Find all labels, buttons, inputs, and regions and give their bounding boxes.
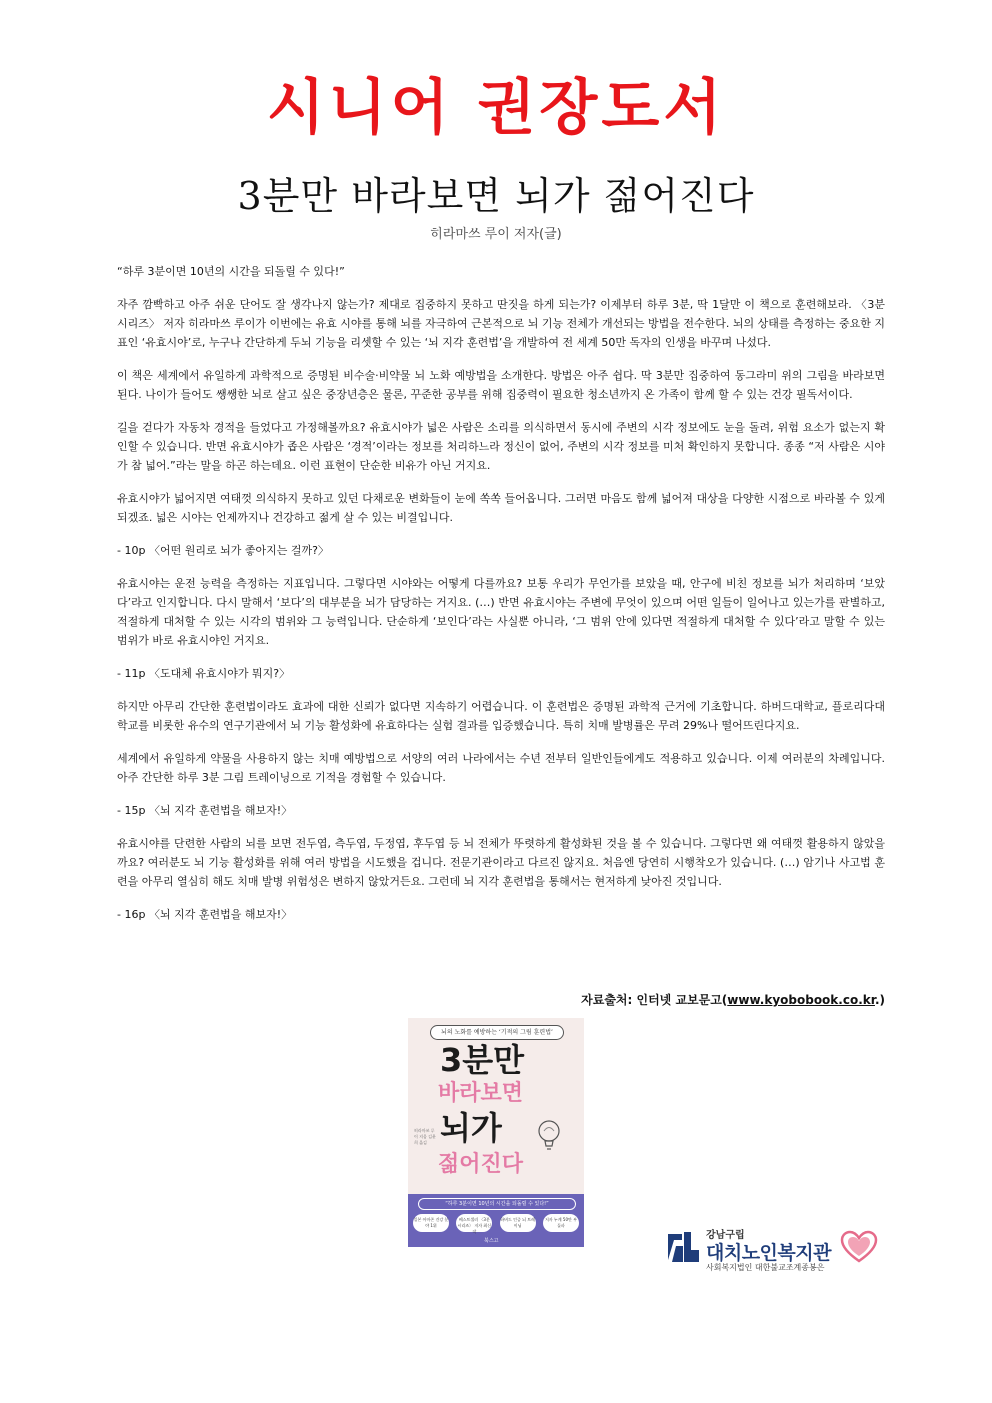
cover-title-line: 젊어진다	[438, 1152, 524, 1177]
book-cover-image	[408, 1018, 584, 1247]
paragraph: “하루 3분이면 10년의 시간을 되돌릴 수 있다!”	[117, 265, 345, 278]
cover-badges	[413, 1214, 579, 1232]
cover-title-line: 바라보면	[438, 1081, 524, 1106]
page-title: 시니어 권장도서	[266, 73, 726, 143]
book-description	[117, 262, 885, 938]
paragraph: 하지만 아무리 간단한 훈련법이라도 효과에 대한 신뢰가 없다면 지속하기 어렵습니다. 이 훈련법은 증명된 과학적 근거에 기초합니다. 하버드대학교, 플로리다대학교를 비롯한 유수의 연구기관에서 뇌 기능 활성화에 유효하다는 실험 결과를 입증했습니다. 특히 치매 발병률은 무려 29%나 떨어뜨린다지요.	[117, 700, 885, 732]
book-author: 히라마쓰 루이 저자(글)	[430, 227, 562, 242]
cover-badge: 일본 아마존 건강 분야 1위	[413, 1214, 449, 1232]
page-reference: - 16p 〈뇌 지각 훈련법을 해보자!〉	[117, 908, 293, 921]
paragraph: 길을 걷다가 자동차 경적을 들었다고 가정해볼까요? 유효시야가 넓은 사람은 소리를 의식하면서 동시에 주변의 시각 정보에도 눈을 돌려, 위험 요소가 없는지 확인할 수 있습니다. 반면 유효시야가 좁은 사람은 ‘경적’이라는 정보를 처리하느라 정신이 없어, 주변의 시각 정보를 미처 확인하지 못합니다. 종종 “저 사람은 시야가 참 넓어.”라는 말을 하곤 하는데요. 이런 표현이 단순한 비유가 아닌 거지요.	[117, 421, 885, 472]
cover-badge: 하버드 인증 뇌 트레이닝	[500, 1214, 536, 1232]
cover-bottom-band	[408, 1194, 584, 1247]
cover-badge: 베스트셀러 〈3분 시리즈〉 저자 최신작	[456, 1214, 492, 1232]
paragraph: 자주 깜빡하고 아주 쉬운 단어도 잘 생각나지 않는가? 제대로 집중하지 못하고 딴짓을 하게 되는가? 이제부터 하루 3분, 딱 1달만 이 책으로 훈련해보라. 〈3분 시리즈〉 저자 히라마쓰 루이가 이번에는 유효 시야를 통해 뇌를 자극하여 근본적으로 뇌 기능 전체가 개선되는 방법을 전수한다. 뇌의 상태를 측정하는 중요한 지표인 ‘유효시야’로, 누구나 간단하게 두뇌 기능을 리셋할 수 있는 ‘뇌 지각 훈련법’을 개발하여 전 세계 50만 독자의 인생을 바꾸며 나섰다.	[117, 298, 885, 349]
page-reference: - 15p 〈뇌 지각 훈련법을 해보자!〉	[117, 804, 293, 817]
paragraph: 세계에서 유일하게 약물을 사용하지 않는 치매 예방법으로 서양의 여러 나라에서는 수년 전부터 일반인들에게도 적용하고 있습니다. 이제 여러분의 차례입니다. 아주 간단한 하루 3분 그림 트레이닝으로 기적을 경험할 수 있습니다.	[117, 752, 885, 784]
source-credit	[581, 991, 885, 1008]
cover-title-line: 뇌가	[440, 1109, 502, 1147]
source-link[interactable]: www.kyobobook.co.kr	[727, 993, 875, 1007]
heart-icon	[840, 1230, 878, 1264]
lightbulb-icon	[534, 1118, 564, 1152]
paragraph: 유효시야가 넓어지면 여태껏 의식하지 못하고 있던 다채로운 변화들이 눈에 쏙쏙 들어옵니다. 그러면 마음도 함께 넓어져 대상을 다양한 시점으로 바라볼 수 있게 되겠죠. 넓은 시야는 언제까지나 건강하고 젊게 살 수 있는 비결입니다.	[117, 492, 885, 524]
logo-district: 강남구립	[706, 1230, 745, 1241]
paragraph: 이 책은 세계에서 유일하게 과학적으로 증명된 비수술·비약물 뇌 노화 예방법을 소개한다. 방법은 아주 쉽다. 딱 3분만 집중하여 동그라미 위의 그림을 바라보면 된다. 나이가 들어도 쌩쌩한 뇌로 살고 싶은 중장년층은 물론, 꾸준한 공부를 위해 집중력이 필요한 청소년까지 온 가족이 함께 할 수 있는 건강 필독서이다.	[117, 369, 885, 401]
book-title: 3분만 바라보면 뇌가 젊어진다	[237, 174, 755, 218]
cover-quote: “하루 3분이면 10년의 시간을 되돌릴 수 있다!”	[418, 1198, 576, 1210]
paragraph: 유효시야는 운전 능력을 측정하는 지표입니다. 그렇다면 시야와는 어떻게 다를까요? 보통 우리가 무언가를 보았을 때, 안구에 비친 정보를 뇌가 처리하며 ‘보았다’라고 인지합니다. 다시 말해서 ‘보다’의 대부분을 뇌가 담당하는 거지요. (…) 반면 유효시야는 주변에 무엇이 있으며 어떤 일들이 일어나고 있는가를 판별하고, 적절하게 대처할 수 있는 시각의 범위와 그 능력입니다. 단순하게 ‘보인다’라는 사실뿐 아니라, ‘그 범위 안에 있다면 적절하게 대처할 수 있다’라고 말할 수 있는 범위가 바로 유효시야인 거지요.	[117, 577, 885, 647]
paragraph: 유효시야를 단련한 사람의 뇌를 보면 전두엽, 측두엽, 두정엽, 후두엽 등 뇌 전체가 뚜렷하게 활성화된 것을 볼 수 있습니다. 그렇다면 왜 여태껏 활용하지 않았을까요? 여러분도 뇌 기능 활성화를 위해 여러 방법을 시도했을 겁니다. 전문기관이라고 다르진 않지요. 처음엔 당연히 시행착오가 있습니다. (…) 암기나 사고법 훈련을 아무리 열심히 해도 치매 발병 위험성은 변하지 않았거든요. 그런데 뇌 지각 훈련법을 통해서는 현저하게 낮아진 것입니다.	[117, 837, 885, 888]
cover-author: 히라마쓰 루이 지음 김윤희 옮김	[414, 1128, 436, 1145]
page-reference: - 10p 〈어떤 원리로 뇌가 좋아지는 걸까?〉	[117, 544, 329, 557]
page-reference: - 11p 〈도대체 유효시야가 뭐지?〉	[117, 667, 291, 680]
cover-badge: 저자 누계 50만 부 돌파	[543, 1214, 579, 1232]
cover-title-line: 3분만	[440, 1041, 525, 1079]
logo-subtitle: 사회복지법인 대한불교조계종봉은	[706, 1263, 825, 1272]
source-suffix: .)	[874, 993, 885, 1007]
source-prefix: 자료출처: 인터넷 교보문고(	[581, 993, 728, 1007]
cover-tagline: 뇌의 노화를 예방하는 ‘기적의 그림 훈련법’	[430, 1025, 564, 1040]
logo-name: 대치노인복지관	[706, 1242, 831, 1264]
organization-logo	[664, 1226, 878, 1272]
logo-mark-icon	[664, 1228, 702, 1266]
cover-publisher: 북스고	[484, 1238, 499, 1244]
